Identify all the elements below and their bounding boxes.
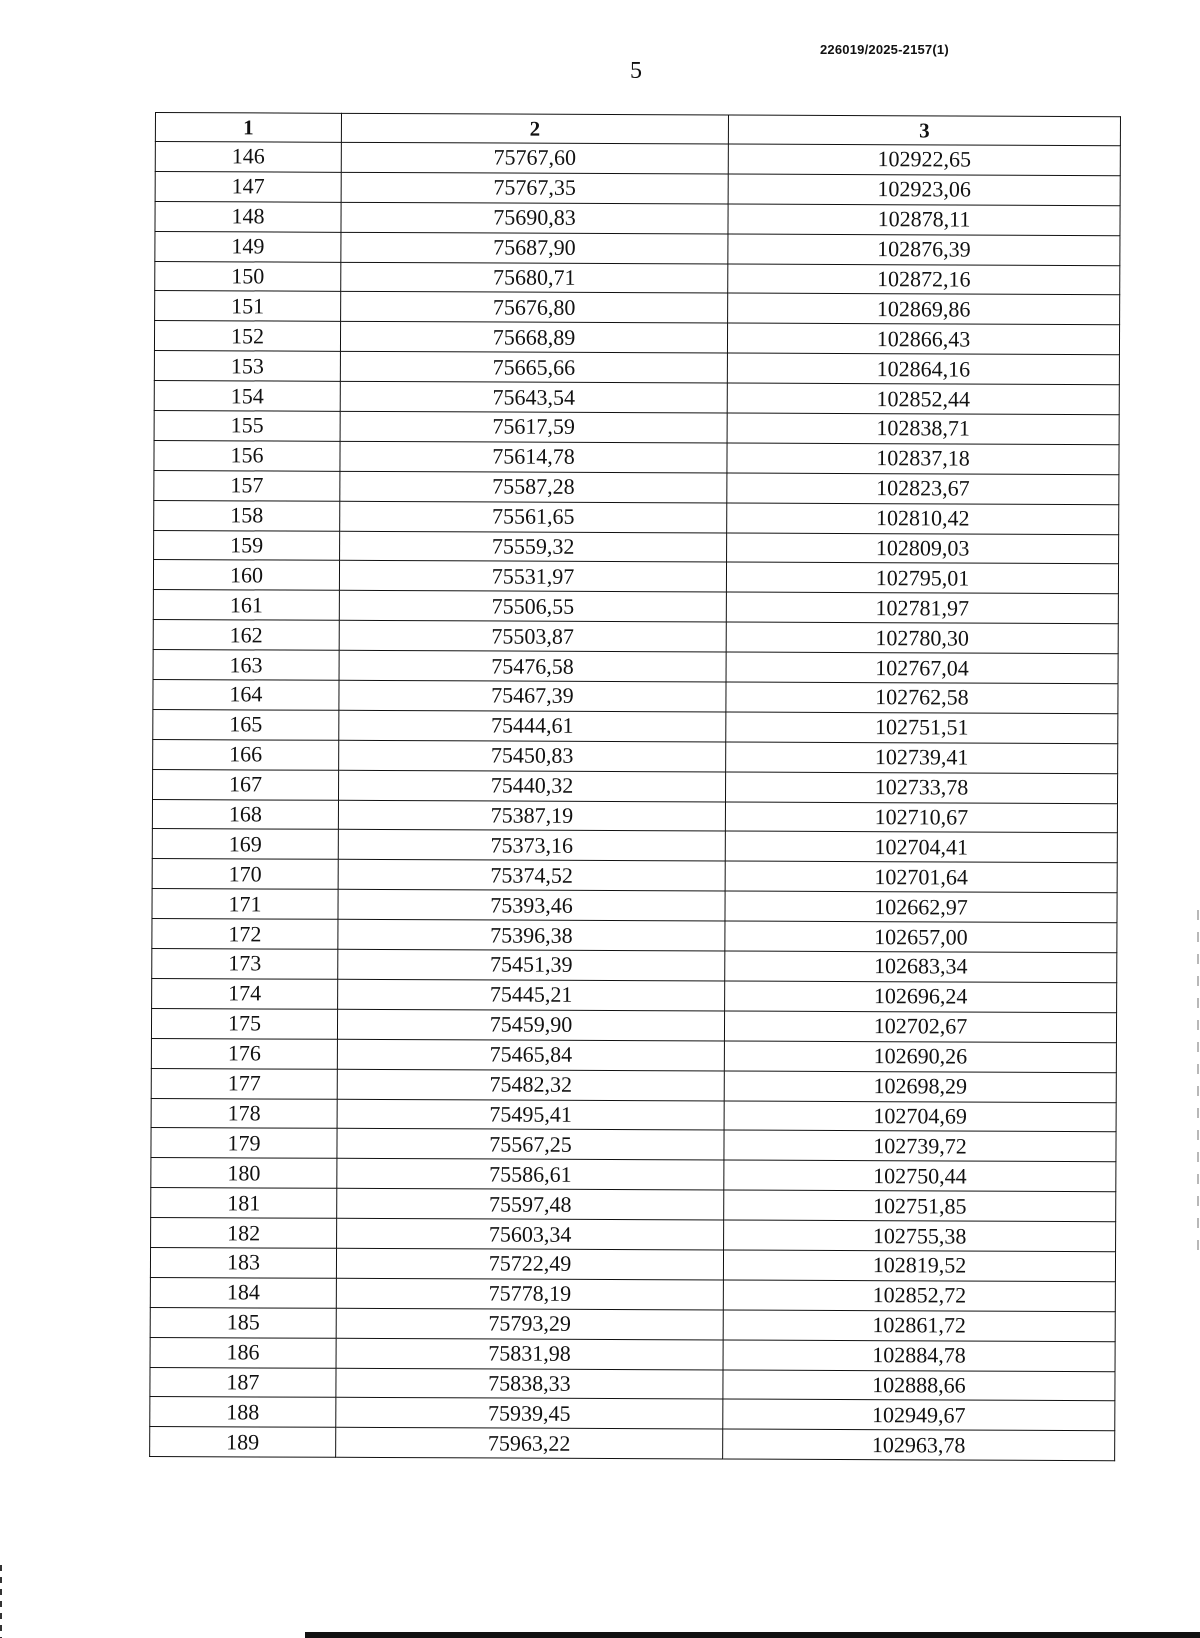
- y-coordinate-cell: 102888,66: [723, 1370, 1115, 1402]
- y-coordinate-cell: 102702,67: [724, 1011, 1116, 1043]
- table-row: [154, 500, 1119, 534]
- x-coordinate-cell: 75445,21: [338, 979, 725, 1011]
- point-number-cell: 158: [154, 500, 340, 531]
- y-coordinate-cell: 102739,41: [726, 742, 1118, 774]
- y-coordinate-cell: 102838,71: [727, 413, 1119, 445]
- point-number-cell: 152: [154, 321, 340, 352]
- x-coordinate-cell: 75793,29: [336, 1308, 723, 1340]
- x-coordinate-cell: 75722,49: [336, 1248, 723, 1280]
- point-number-cell: 188: [150, 1397, 336, 1428]
- table-row: [155, 142, 1120, 176]
- point-number-cell: 147: [155, 171, 341, 202]
- point-number-cell: 172: [152, 919, 338, 950]
- table-body: [150, 142, 1121, 1461]
- scan-edge-marks-left: [0, 1565, 2, 1638]
- table-row: [153, 590, 1118, 624]
- y-coordinate-cell: 102750,44: [724, 1160, 1116, 1192]
- y-coordinate-cell: 102698,29: [724, 1071, 1116, 1103]
- x-coordinate-cell: 75387,19: [338, 800, 725, 832]
- x-coordinate-cell: 75451,39: [338, 949, 725, 981]
- table-row: [153, 709, 1118, 743]
- table-row: [150, 1367, 1115, 1401]
- point-number-cell: 148: [155, 201, 341, 232]
- table-row: [154, 411, 1119, 445]
- y-coordinate-cell: 102795,01: [726, 562, 1118, 594]
- y-coordinate-cell: 102866,43: [727, 323, 1119, 355]
- y-coordinate-cell: 102704,69: [724, 1100, 1116, 1132]
- x-coordinate-cell: 75393,46: [338, 890, 725, 922]
- coordinates-table-container: [149, 112, 1120, 1461]
- point-number-cell: 151: [155, 291, 341, 322]
- y-coordinate-cell: 102696,24: [725, 981, 1117, 1013]
- bottom-rule: [305, 1632, 1200, 1638]
- point-number-cell: 163: [153, 650, 339, 681]
- table-row: [153, 680, 1118, 714]
- table-row: [154, 381, 1119, 415]
- y-coordinate-cell: 102690,26: [724, 1041, 1116, 1073]
- y-coordinate-cell: 102762,58: [726, 682, 1118, 714]
- point-number-cell: 184: [150, 1277, 336, 1308]
- point-number-cell: 161: [153, 590, 339, 621]
- y-coordinate-cell: 102767,04: [726, 652, 1118, 684]
- table-row: [152, 889, 1117, 923]
- y-coordinate-cell: 102923,06: [728, 174, 1120, 206]
- point-number-cell: 178: [151, 1098, 337, 1129]
- table-row: [150, 1247, 1115, 1281]
- table-row: [154, 351, 1119, 385]
- point-number-cell: 179: [151, 1128, 337, 1159]
- point-number-cell: 182: [151, 1218, 337, 1249]
- x-coordinate-cell: 75668,89: [340, 322, 727, 354]
- x-coordinate-cell: 75503,87: [339, 621, 726, 653]
- point-number-cell: 187: [150, 1367, 336, 1398]
- x-coordinate-cell: 75465,84: [337, 1039, 724, 1071]
- x-coordinate-cell: 75373,16: [338, 830, 725, 862]
- x-coordinate-cell: 75506,55: [339, 591, 726, 623]
- column-header-1: 1: [155, 113, 341, 143]
- table-row: [151, 1008, 1116, 1042]
- y-coordinate-cell: 102781,97: [726, 592, 1118, 624]
- x-coordinate-cell: 75665,66: [340, 352, 727, 384]
- x-coordinate-cell: 75597,48: [337, 1188, 724, 1220]
- y-coordinate-cell: 102869,86: [728, 293, 1120, 325]
- point-number-cell: 175: [151, 1008, 337, 1039]
- y-coordinate-cell: 102872,16: [728, 264, 1120, 296]
- table-header-row: [155, 113, 1120, 146]
- y-coordinate-cell: 102884,78: [723, 1340, 1115, 1372]
- column-header-2: 2: [341, 113, 728, 144]
- x-coordinate-cell: 75614,78: [340, 441, 727, 473]
- x-coordinate-cell: 75467,39: [339, 680, 726, 712]
- point-number-cell: 154: [154, 381, 340, 412]
- point-number-cell: 170: [152, 859, 338, 890]
- table-row: [153, 650, 1118, 684]
- x-coordinate-cell: 75444,61: [339, 710, 726, 742]
- y-coordinate-cell: 102751,51: [726, 712, 1118, 744]
- y-coordinate-cell: 102878,11: [728, 204, 1120, 236]
- y-coordinate-cell: 102949,67: [723, 1399, 1115, 1431]
- y-coordinate-cell: 102751,85: [724, 1190, 1116, 1222]
- point-number-cell: 159: [154, 530, 340, 561]
- point-number-cell: 168: [152, 799, 338, 830]
- x-coordinate-cell: 75440,32: [339, 770, 726, 802]
- table-row: [151, 1158, 1116, 1192]
- table-row: [155, 291, 1120, 325]
- table-row: [150, 1277, 1115, 1311]
- x-coordinate-cell: 75643,54: [340, 381, 727, 413]
- x-coordinate-cell: 75963,22: [336, 1428, 723, 1460]
- point-number-cell: 171: [152, 889, 338, 920]
- x-coordinate-cell: 75767,35: [341, 172, 728, 204]
- coordinates-table: [149, 112, 1121, 1461]
- table-row: [155, 231, 1120, 265]
- y-coordinate-cell: 102710,67: [725, 802, 1117, 834]
- x-coordinate-cell: 75482,32: [337, 1069, 724, 1101]
- table-row: [150, 1337, 1115, 1371]
- y-coordinate-cell: 102922,65: [728, 144, 1120, 176]
- point-number-cell: 155: [154, 411, 340, 442]
- scan-edge-marks-right: [1197, 910, 1199, 1260]
- point-number-cell: 185: [150, 1307, 336, 1338]
- point-number-cell: 177: [151, 1068, 337, 1099]
- table-row: [153, 620, 1118, 654]
- table-row: [153, 739, 1118, 773]
- table-row: [154, 470, 1119, 504]
- table-row: [150, 1397, 1115, 1431]
- x-coordinate-cell: 75559,32: [340, 531, 727, 563]
- table-row: [153, 769, 1118, 803]
- page-number: 5: [630, 58, 642, 84]
- x-coordinate-cell: 75778,19: [336, 1278, 723, 1310]
- point-number-cell: 164: [153, 680, 339, 711]
- y-coordinate-cell: 102852,44: [727, 383, 1119, 415]
- table-row: [152, 919, 1117, 953]
- x-coordinate-cell: 75396,38: [338, 919, 725, 951]
- point-number-cell: 153: [154, 351, 340, 382]
- y-coordinate-cell: 102810,42: [727, 503, 1119, 535]
- table-row: [153, 560, 1118, 594]
- point-number-cell: 160: [153, 560, 339, 591]
- table-row: [151, 1188, 1116, 1222]
- x-coordinate-cell: 75450,83: [339, 740, 726, 772]
- table-row: [150, 1307, 1115, 1341]
- table-row: [154, 321, 1119, 355]
- y-coordinate-cell: 102876,39: [728, 234, 1120, 266]
- table-row: [151, 1098, 1116, 1132]
- x-coordinate-cell: 75617,59: [340, 411, 727, 443]
- point-number-cell: 166: [153, 739, 339, 770]
- point-number-cell: 165: [153, 709, 339, 740]
- x-coordinate-cell: 75586,61: [337, 1159, 724, 1191]
- point-number-cell: 167: [153, 769, 339, 800]
- x-coordinate-cell: 75531,97: [339, 561, 726, 593]
- y-coordinate-cell: 102823,67: [727, 473, 1119, 505]
- point-number-cell: 176: [151, 1038, 337, 1069]
- table-row: [150, 1427, 1115, 1461]
- x-coordinate-cell: 75939,45: [336, 1398, 723, 1430]
- y-coordinate-cell: 102704,41: [725, 831, 1117, 863]
- table-row: [152, 799, 1117, 833]
- x-coordinate-cell: 75690,83: [341, 202, 728, 234]
- table-row: [152, 949, 1117, 983]
- point-number-cell: 150: [155, 261, 341, 292]
- column-header-3: 3: [728, 115, 1120, 146]
- x-coordinate-cell: 75459,90: [337, 1009, 724, 1041]
- y-coordinate-cell: 102861,72: [723, 1310, 1115, 1342]
- x-coordinate-cell: 75767,60: [341, 142, 728, 174]
- x-coordinate-cell: 75587,28: [340, 471, 727, 503]
- table-row: [152, 978, 1117, 1012]
- x-coordinate-cell: 75567,25: [337, 1129, 724, 1161]
- x-coordinate-cell: 75687,90: [341, 232, 728, 264]
- y-coordinate-cell: 102701,64: [725, 861, 1117, 893]
- point-number-cell: 174: [152, 978, 338, 1009]
- x-coordinate-cell: 75680,71: [341, 262, 728, 294]
- y-coordinate-cell: 102739,72: [724, 1130, 1116, 1162]
- point-number-cell: 169: [152, 829, 338, 860]
- x-coordinate-cell: 75374,52: [338, 860, 725, 892]
- point-number-cell: 180: [151, 1158, 337, 1189]
- point-number-cell: 157: [154, 470, 340, 501]
- table-row: [154, 440, 1119, 474]
- y-coordinate-cell: 102657,00: [725, 921, 1117, 953]
- y-coordinate-cell: 102819,52: [723, 1250, 1115, 1282]
- table-row: [154, 530, 1119, 564]
- x-coordinate-cell: 75561,65: [340, 501, 727, 533]
- y-coordinate-cell: 102755,38: [724, 1220, 1116, 1252]
- document-id: 226019/2025-2157(1): [820, 42, 949, 57]
- x-coordinate-cell: 75676,80: [341, 292, 728, 324]
- point-number-cell: 149: [155, 231, 341, 262]
- y-coordinate-cell: 102852,72: [723, 1280, 1115, 1312]
- point-number-cell: 186: [150, 1337, 336, 1368]
- table-row: [155, 261, 1120, 295]
- point-number-cell: 183: [150, 1247, 336, 1278]
- y-coordinate-cell: 102662,97: [725, 891, 1117, 923]
- point-number-cell: 162: [153, 620, 339, 651]
- table-row: [152, 859, 1117, 893]
- x-coordinate-cell: 75476,58: [339, 650, 726, 682]
- table-row: [151, 1038, 1116, 1072]
- table-row: [152, 829, 1117, 863]
- x-coordinate-cell: 75495,41: [337, 1099, 724, 1131]
- y-coordinate-cell: 102963,78: [723, 1429, 1115, 1461]
- point-number-cell: 181: [151, 1188, 337, 1219]
- x-coordinate-cell: 75831,98: [336, 1338, 723, 1370]
- table-row: [151, 1128, 1116, 1162]
- point-number-cell: 146: [155, 142, 341, 173]
- y-coordinate-cell: 102683,34: [725, 951, 1117, 983]
- y-coordinate-cell: 102837,18: [727, 443, 1119, 475]
- point-number-cell: 156: [154, 440, 340, 471]
- point-number-cell: 173: [152, 949, 338, 980]
- x-coordinate-cell: 75838,33: [336, 1368, 723, 1400]
- x-coordinate-cell: 75603,34: [337, 1218, 724, 1250]
- table-row: [151, 1068, 1116, 1102]
- table-row: [151, 1218, 1116, 1252]
- y-coordinate-cell: 102864,16: [727, 353, 1119, 385]
- y-coordinate-cell: 102733,78: [725, 772, 1117, 804]
- y-coordinate-cell: 102809,03: [727, 533, 1119, 565]
- table-row: [155, 171, 1120, 205]
- point-number-cell: 189: [150, 1427, 336, 1458]
- table-row: [155, 201, 1120, 235]
- y-coordinate-cell: 102780,30: [726, 622, 1118, 654]
